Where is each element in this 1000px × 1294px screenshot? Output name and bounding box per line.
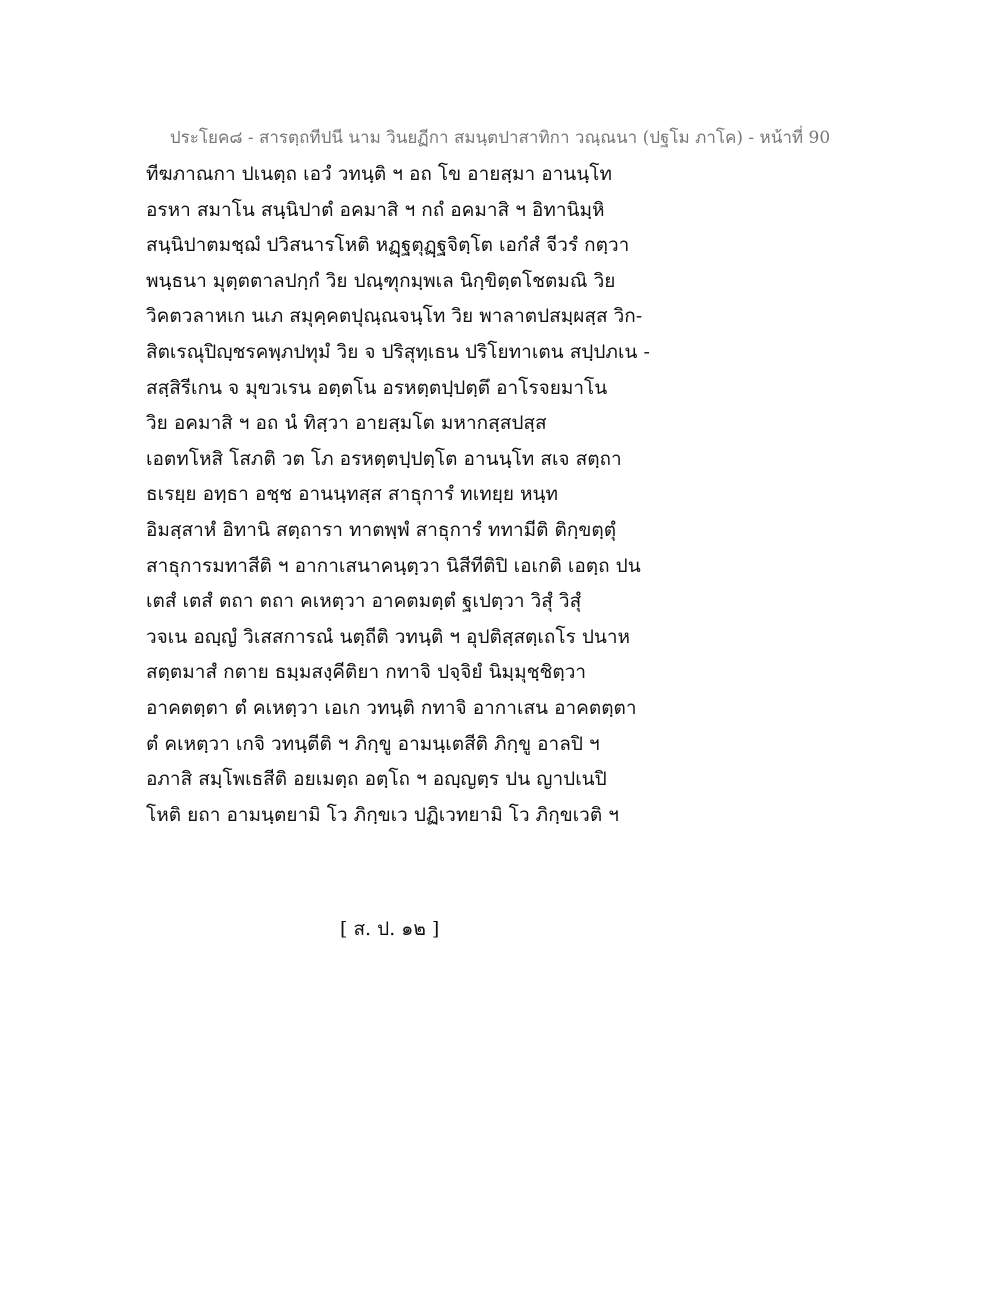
text-line: สสฺสิรีเกน จ มุขวเรน อตฺตโน อรหตฺตปฺปตฺตึ อาโรจยมาโน <box>146 376 608 399</box>
text-line: สิตเรณุปิญฺชรคพฺภปทุมํ วิย จ ปริสุทฺเธน ปริโยทาเตน สปฺปภเน - <box>146 340 650 363</box>
text-line: สตฺตมาสํ กตาย ธมฺมสงฺคีติยา กทาจิ ปจฺจิยํ นิมฺมุชฺชิตฺวา <box>146 661 587 684</box>
text-line: สาธุการมทาสีติ ฯ อากาเสนาคนฺตฺวา นิสีทีติปิ เอเกติ เอตฺถ ปน <box>146 554 641 577</box>
text-line: เตสํ เตสํ ตถา ตถา คเหตฺวา อาคตมตฺตํ ฐเปตฺวา วิสุํ วิสุํ <box>146 590 582 613</box>
text-line: อาคตตฺตา ตํ คเหตฺวา เอเก วทนฺติ กทาจิ อากาเสน อาคตตฺตา <box>146 696 637 719</box>
text-line: อภาสิ สมฺโพเธสีติ อยเมตฺถ อตฺโถ ฯ อญฺญตฺร ปน ญาปเนปิ <box>146 768 607 791</box>
text-line: ตํ คเหตฺวา เกจิ วทนฺตีติ ฯ ภิกฺขู อามนฺเตสีติ ภิกฺขู อาลปิ ฯ <box>146 732 600 755</box>
text-line: พนฺธนา มุตฺตตาลปกฺกํ วิย ปณฺฑุกมฺพเล นิกฺขิตฺตโชตมณิ วิย <box>146 269 616 292</box>
text-line: วจเน อญฺญํ วิเสสการณํ นตฺถีติ วทนฺติ ฯ อุปติสฺสตฺเถโร ปนาห <box>146 625 631 648</box>
text-line: อิมสฺสาหํ อิทานิ สตฺถารา ทาตพฺพํ สาธุการํ ททามีติ ติกฺขตฺตุํ <box>146 518 617 541</box>
text-line: วิคตวลาหเก นเภ สมุคฺคตปุณฺณจนฺโท วิย พาลาตปสมฺผสฺส วิก- <box>146 305 643 328</box>
text-line: สนฺนิปาตมชฺฌํ ปวิสนารโหติ หฏฺฐตุฏฺฐจิตฺโต เอกํสํ จีวรํ กตฺวา <box>146 234 630 257</box>
text-line: เอตทโหสิ โสภติ วต โภ อรหตฺตปฺปตฺโต อานนฺโท สเจ สตฺถา <box>146 447 622 470</box>
text-line: อรหา สมาโน สนฺนิปาตํ อคมาสิ ฯ กถํ อคมาสิ ฯ อิทานิมฺหิ <box>146 198 605 221</box>
body-text <box>146 157 706 833</box>
source-reference: [ ส. ป. ๑๒ ] <box>340 918 440 940</box>
page-header: ประโยค๘ - สารตฺถทีปนี นาม วินยฏีกา สมนฺตปาสาทิกา วณฺณนา (ปฐโม ภาโค) - หน้าที่ 90 <box>169 128 831 148</box>
text-line: ทีฆภาณกา ปเนตฺถ เอวํ วทนฺติ ฯ อถ โข อายสฺมา อานนฺโท <box>146 163 612 185</box>
text-line: โหติ ยถา อามนฺตยามิ โว ภิกฺขเว ปฏิเวทยามิ โว ภิกฺขเวติ ฯ <box>146 803 619 826</box>
text-line: ธเรยฺย อทฺธา อชฺช อานนฺทสฺส สาธุการํ ทเทยฺย หนฺท <box>146 483 559 506</box>
text-line: วิย อคมาสิ ฯ อถ นํ ทิสฺวา อายสฺมโต มหากสฺสปสฺส <box>146 412 547 435</box>
